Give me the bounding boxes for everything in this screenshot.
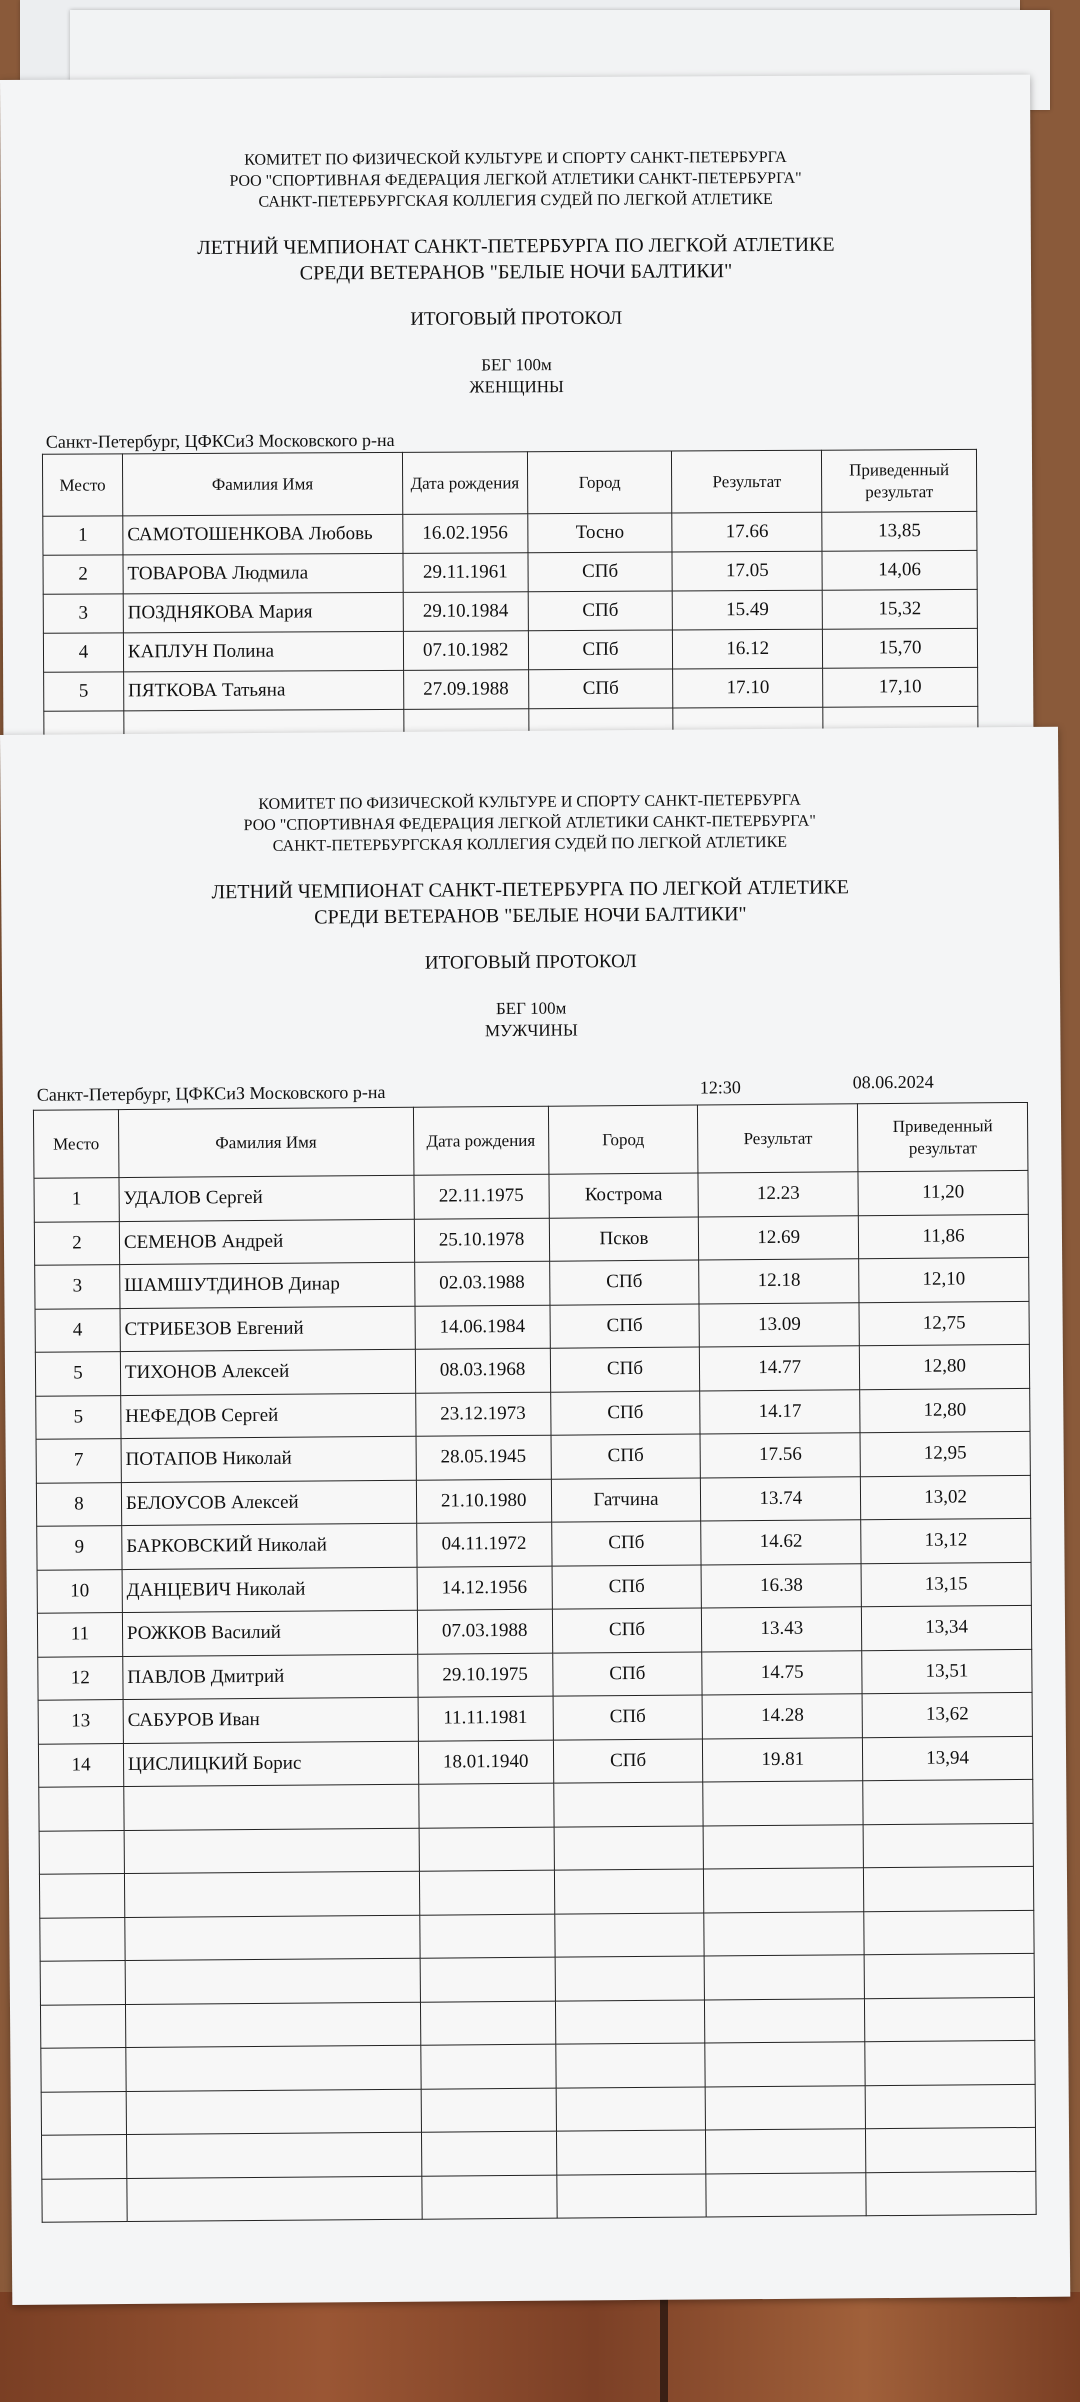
cell-name: ТИХОНОВ Алексей xyxy=(120,1349,415,1395)
empty-cell xyxy=(42,2178,127,2222)
header-row xyxy=(42,449,976,516)
org-line: КОМИТЕТ ПО ФИЗИЧЕСКОЙ КУЛЬТУРЕ И СПОРТУ САНКТ-ПЕТЕРБУРГА xyxy=(258,791,801,813)
cell-result: 16.12 xyxy=(673,629,823,669)
col-result: Результат xyxy=(698,1104,858,1173)
empty-cell xyxy=(41,2091,126,2135)
cell-result: 14.28 xyxy=(702,1694,862,1739)
wooden-table xyxy=(0,2292,1080,2402)
empty-cell xyxy=(124,1828,419,1874)
cell-place: 9 xyxy=(37,1526,122,1570)
cell-result: 12.18 xyxy=(699,1259,859,1304)
cell-city: Гатчина xyxy=(551,1478,701,1523)
cell-place: 1 xyxy=(43,516,123,555)
cell-city: СПб xyxy=(528,630,673,670)
cell-city: СПб xyxy=(552,1652,702,1697)
cell-place: 5 xyxy=(35,1352,120,1396)
cell-result: 19.81 xyxy=(703,1737,863,1782)
table-row xyxy=(38,1736,1032,1787)
cell-dob: 21.10.1980 xyxy=(416,1479,551,1524)
cell-dob: 25.10.1978 xyxy=(414,1218,549,1263)
empty-cell xyxy=(421,2088,556,2133)
cell-city: СПб xyxy=(550,1391,700,1436)
event-name: БЕГ 100м xyxy=(495,998,567,1019)
cell-adjusted: 13,15 xyxy=(861,1562,1031,1607)
table-row xyxy=(35,1344,1029,1395)
org-line: КОМИТЕТ ПО ФИЗИЧЕСКОЙ КУЛЬТУРЕ И СПОРТУ САНКТ-ПЕТЕРБУРГА xyxy=(244,148,787,169)
cell-adjusted: 15,70 xyxy=(823,628,978,668)
empty-cell xyxy=(866,2171,1036,2216)
sheet-header xyxy=(0,147,1031,402)
empty-cell xyxy=(705,2042,865,2087)
cell-result: 13.09 xyxy=(699,1302,859,1347)
org-line: САНКТ-ПЕТЕРБУРГСКАЯ КОЛЛЕГИЯ СУДЕЙ ПО ЛЕГКОЙ АТЛЕТИКЕ xyxy=(272,833,788,855)
cell-dob: 07.10.1982 xyxy=(403,631,528,671)
cell-adjusted: 13,85 xyxy=(822,511,977,551)
empty-row xyxy=(41,2127,1035,2178)
col-dob: Дата рождения xyxy=(402,452,527,515)
empty-cell xyxy=(865,2040,1035,2085)
cell-dob: 08.03.1968 xyxy=(415,1348,550,1393)
empty-row xyxy=(42,2171,1036,2222)
empty-row xyxy=(39,1823,1033,1874)
col-result: Результат xyxy=(672,450,822,513)
cell-city: СПб xyxy=(528,669,673,709)
cell-place: 1 xyxy=(34,1178,119,1222)
cell-result: 12.23 xyxy=(698,1172,858,1217)
empty-cell xyxy=(554,1826,704,1871)
event-date: 08.06.2024 xyxy=(852,1071,934,1093)
cell-place: 5 xyxy=(36,1395,121,1439)
cell-place: 11 xyxy=(37,1613,122,1657)
cell-city: СПб xyxy=(551,1521,701,1566)
cell-city: СПб xyxy=(553,1695,703,1740)
protocol-title: ИТОГОВЫЙ ПРОТОКОЛ xyxy=(424,951,637,975)
empty-cell xyxy=(126,2089,421,2135)
cell-name: БЕЛОУСОВ Алексей xyxy=(121,1480,416,1526)
empty-cell xyxy=(419,1914,554,1959)
table-row xyxy=(43,589,977,633)
cell-dob: 22.11.1975 xyxy=(414,1174,549,1219)
cell-dob: 14.06.1984 xyxy=(415,1305,550,1350)
cell-adjusted: 13,34 xyxy=(862,1605,1032,1650)
cell-name: ШАМШУТДИНОВ Динар xyxy=(120,1262,415,1308)
empty-cell xyxy=(39,1787,124,1831)
empty-row xyxy=(39,1866,1033,1917)
empty-cell xyxy=(554,1869,704,1914)
cell-place: 3 xyxy=(35,1265,120,1309)
cell-place: 4 xyxy=(43,633,123,672)
cell-place: 8 xyxy=(36,1482,121,1526)
empty-cell xyxy=(863,1823,1033,1868)
cell-place: 10 xyxy=(37,1569,122,1613)
cell-result: 14.62 xyxy=(701,1520,861,1565)
women-results-table xyxy=(42,449,979,751)
cell-city: СПб xyxy=(550,1304,700,1349)
table-gap xyxy=(660,2292,668,2402)
empty-cell xyxy=(556,2130,706,2175)
start-time: 12:30 xyxy=(699,1077,741,1098)
col-city: Город xyxy=(527,451,672,514)
sheet-header xyxy=(0,789,1060,1047)
cell-name: САМОТОШЕНКОВА Любовь xyxy=(123,514,403,554)
cell-result: 16.38 xyxy=(701,1563,861,1608)
empty-cell xyxy=(704,1911,864,1956)
cell-adjusted: 11,86 xyxy=(858,1214,1028,1259)
table-row xyxy=(36,1388,1030,1439)
cell-dob: 29.11.1961 xyxy=(403,553,528,593)
cell-adjusted: 15,32 xyxy=(822,589,977,629)
cell-dob: 27.09.1988 xyxy=(403,670,528,710)
empty-cell xyxy=(40,1961,125,2005)
cell-place: 2 xyxy=(34,1221,119,1265)
empty-row xyxy=(41,2084,1035,2135)
empty-cell xyxy=(127,2176,422,2222)
cell-dob: 04.11.1972 xyxy=(416,1522,551,1567)
cell-adjusted: 13,62 xyxy=(862,1692,1032,1737)
empty-cell xyxy=(39,1830,124,1874)
cell-adjusted: 14,06 xyxy=(822,550,977,590)
empty-cell xyxy=(421,2044,556,2089)
cell-city: СПб xyxy=(528,552,673,592)
championship-title: ЛЕТНИЙ ЧЕМПИОНАТ САНКТ-ПЕТЕРБУРГА ПО ЛЕГКОЙ АТЛЕТИКЕ xyxy=(211,876,850,904)
cell-place: 5 xyxy=(44,672,124,711)
cell-result: 14.75 xyxy=(702,1650,862,1695)
cell-adjusted: 12,95 xyxy=(860,1431,1030,1476)
cell-dob: 07.03.1988 xyxy=(417,1609,552,1654)
cell-adjusted: 12,10 xyxy=(859,1257,1029,1302)
table-row xyxy=(35,1301,1029,1352)
cell-adjusted: 13,94 xyxy=(863,1736,1033,1781)
cell-result: 14.77 xyxy=(700,1346,860,1391)
table-row xyxy=(43,550,977,594)
cell-adjusted: 13,02 xyxy=(860,1475,1030,1520)
col-place: Место xyxy=(33,1110,118,1179)
col-name: Фамилия Имя xyxy=(122,452,402,515)
cell-result: 17.66 xyxy=(672,512,822,552)
cell-dob: 16.02.1956 xyxy=(403,514,528,554)
cell-city: СПб xyxy=(552,1608,702,1653)
cell-city: Тосно xyxy=(527,513,672,553)
championship-title: ЛЕТНИЙ ЧЕМПИОНАТ САНКТ-ПЕТЕРБУРГА ПО ЛЕГКОЙ АТЛЕТИКЕ xyxy=(197,234,835,260)
cell-place: 2 xyxy=(43,555,123,594)
cell-dob: 29.10.1984 xyxy=(403,592,528,632)
cell-result: 13.43 xyxy=(702,1607,862,1652)
cell-city: Кострома xyxy=(549,1173,699,1218)
empty-cell xyxy=(126,2045,421,2091)
cell-name: БАРКОВСКИЙ Николай xyxy=(122,1523,417,1569)
cell-result: 14.17 xyxy=(700,1389,860,1434)
empty-cell xyxy=(864,1866,1034,1911)
cell-name: СЕМЕНОВ Андрей xyxy=(119,1219,414,1265)
empty-cell xyxy=(703,1824,863,1869)
championship-subtitle: СРЕДИ ВЕТЕРАНОВ "БЕЛЫЕ НОЧИ БАЛТИКИ" xyxy=(314,903,747,929)
cell-name: ПЯТКОВА Татьяна xyxy=(124,670,404,710)
empty-cell xyxy=(40,2004,125,2048)
org-line: РОО "СПОРТИВНАЯ ФЕДЕРАЦИЯ ЛЕГКОЙ АТЛЕТИКИ САНКТ-ПЕТЕРБУРГА" xyxy=(243,812,816,834)
cell-result: 12.69 xyxy=(699,1215,859,1260)
table-row xyxy=(34,1170,1028,1221)
empty-cell xyxy=(865,1997,1035,2042)
cell-dob: 28.05.1945 xyxy=(416,1435,551,1480)
table-row xyxy=(36,1475,1030,1526)
cell-city: СПб xyxy=(551,1434,701,1479)
cell-result: 17.56 xyxy=(700,1433,860,1478)
protocol-title: ИТОГОВЫЙ ПРОТОКОЛ xyxy=(410,308,623,331)
empty-cell xyxy=(420,1957,555,2002)
empty-cell xyxy=(420,2001,555,2046)
empty-cell xyxy=(704,1868,864,1913)
cell-name: КАПЛУН Полина xyxy=(123,631,403,671)
cell-name: НЕФЕДОВ Сергей xyxy=(121,1393,416,1439)
cell-place: 12 xyxy=(38,1656,123,1700)
col-adjusted: Приведенный результат xyxy=(858,1102,1028,1171)
table-row xyxy=(34,1214,1028,1265)
empty-cell xyxy=(125,1915,420,1961)
empty-cell xyxy=(554,1913,704,1958)
empty-cell xyxy=(125,1958,420,2004)
empty-cell xyxy=(556,2173,706,2218)
table-row xyxy=(37,1605,1031,1656)
women-protocol-sheet xyxy=(0,75,1034,780)
empty-cell xyxy=(705,1955,865,2000)
men-protocol-sheet xyxy=(0,727,1070,2305)
col-place: Место xyxy=(42,454,122,516)
empty-cell xyxy=(419,1870,554,1915)
cell-adjusted: 13,12 xyxy=(861,1518,1031,1563)
table-row xyxy=(44,667,978,711)
org-line: РОО "СПОРТИВНАЯ ФЕДЕРАЦИЯ ЛЕГКОЙ АТЛЕТИКИ САНКТ-ПЕТЕРБУРГА" xyxy=(229,169,802,190)
cell-dob: 23.12.1973 xyxy=(415,1392,550,1437)
cell-result: 17.10 xyxy=(673,668,823,708)
empty-cell xyxy=(864,1953,1034,1998)
empty-cell xyxy=(39,1874,124,1918)
category-men: МУЖЧИНЫ xyxy=(484,1020,578,1041)
empty-cell xyxy=(419,1827,554,1872)
empty-cell xyxy=(555,2043,705,2088)
cell-adjusted: 12,80 xyxy=(859,1344,1029,1389)
empty-cell xyxy=(40,1917,125,1961)
empty-cell xyxy=(126,2132,421,2178)
cell-city: Псков xyxy=(549,1217,699,1262)
cell-place: 13 xyxy=(38,1700,123,1744)
empty-cell xyxy=(865,2084,1035,2129)
cell-name: УДАЛОВ Сергей xyxy=(119,1175,414,1221)
empty-cell xyxy=(41,2048,126,2092)
cell-name: ТОВАРОВА Людмила xyxy=(123,553,403,593)
table-row xyxy=(43,628,977,672)
empty-row xyxy=(40,1997,1034,2048)
event-name: БЕГ 100м xyxy=(481,355,552,375)
cell-place: 7 xyxy=(36,1439,121,1483)
empty-cell xyxy=(421,2131,556,2176)
col-adjusted: Приведенный результат xyxy=(822,449,977,512)
cell-result: 15.49 xyxy=(673,590,823,630)
empty-cell xyxy=(124,1871,419,1917)
empty-cell xyxy=(706,2172,866,2217)
cell-city: СПб xyxy=(552,1565,702,1610)
table-row xyxy=(43,511,977,555)
col-name: Фамилия Имя xyxy=(118,1107,413,1177)
table-row xyxy=(38,1649,1032,1700)
empty-cell xyxy=(866,2127,1036,2172)
empty-cell xyxy=(706,2085,866,2130)
col-dob: Дата рождения xyxy=(413,1106,548,1175)
empty-row xyxy=(39,1779,1033,1830)
empty-cell xyxy=(124,1784,419,1830)
cell-name: ПОЗДНЯКОВА Мария xyxy=(123,592,403,632)
header-row xyxy=(33,1102,1028,1178)
empty-row xyxy=(40,1953,1034,2004)
empty-cell xyxy=(863,1779,1033,1824)
empty-cell xyxy=(706,2129,866,2174)
table-row xyxy=(35,1257,1029,1308)
cell-adjusted: 17,10 xyxy=(823,667,978,707)
empty-cell xyxy=(705,1998,865,2043)
empty-cell xyxy=(422,2175,557,2220)
cell-result: 17.05 xyxy=(672,551,822,591)
cell-name: РОЖКОВ Василий xyxy=(122,1610,417,1656)
empty-cell xyxy=(418,1783,553,1828)
empty-row xyxy=(41,2040,1035,2091)
org-line: САНКТ-ПЕТЕРБУРГСКАЯ КОЛЛЕГИЯ СУДЕЙ ПО ЛЕГКОЙ АТЛЕТИКЕ xyxy=(258,190,773,211)
cell-adjusted: 13,51 xyxy=(862,1649,1032,1694)
cell-place: 14 xyxy=(38,1743,123,1787)
cell-place: 3 xyxy=(43,594,123,633)
cell-name: ПОТАПОВ Николай xyxy=(121,1436,416,1482)
col-city: Город xyxy=(548,1105,698,1174)
venue: Санкт-Петербург, ЦФКСиЗ Московского р-на xyxy=(36,1081,386,1105)
empty-cell xyxy=(864,1910,1034,1955)
table-row xyxy=(37,1518,1031,1569)
cell-place: 4 xyxy=(35,1308,120,1352)
cell-dob: 02.03.1988 xyxy=(414,1261,549,1306)
table-row xyxy=(38,1692,1032,1743)
empty-cell xyxy=(556,2087,706,2132)
cell-adjusted: 12,75 xyxy=(859,1301,1029,1346)
empty-cell xyxy=(555,1956,705,2001)
empty-cell xyxy=(555,2000,705,2045)
table-row xyxy=(37,1562,1031,1613)
empty-cell xyxy=(41,2135,126,2179)
cell-result: 13.74 xyxy=(701,1476,861,1521)
cell-dob: 29.10.1975 xyxy=(417,1653,552,1698)
cell-dob: 14.12.1956 xyxy=(417,1566,552,1611)
cell-name: СТРИБЕЗОВ Евгений xyxy=(120,1306,415,1352)
empty-cell xyxy=(703,1781,863,1826)
cell-name: ПАВЛОВ Дмитрий xyxy=(123,1654,418,1700)
cell-name: ЦИСЛИЦКИЙ Борис xyxy=(123,1741,418,1787)
men-results-table xyxy=(33,1102,1037,2223)
cell-dob: 18.01.1940 xyxy=(418,1740,553,1785)
category-women: ЖЕНЩИНЫ xyxy=(469,377,564,397)
table-row xyxy=(36,1431,1030,1482)
cell-name: ДАНЦЕВИЧ Николай xyxy=(122,1567,417,1613)
cell-adjusted: 12,80 xyxy=(860,1388,1030,1433)
cell-dob: 11.11.1981 xyxy=(418,1696,553,1741)
cell-adjusted: 11,20 xyxy=(858,1170,1028,1215)
championship-subtitle: СРЕДИ ВЕТЕРАНОВ "БЕЛЫЕ НОЧИ БАЛТИКИ" xyxy=(299,260,733,285)
cell-city: СПб xyxy=(528,591,673,631)
empty-cell xyxy=(125,2002,420,2048)
cell-city: СПб xyxy=(550,1347,700,1392)
cell-city: СПб xyxy=(549,1260,699,1305)
empty-cell xyxy=(553,1782,703,1827)
empty-row xyxy=(40,1910,1034,1961)
cell-city: СПб xyxy=(553,1739,703,1784)
cell-name: САБУРОВ Иван xyxy=(123,1697,418,1743)
venue: Санкт-Петербург, ЦФКСиЗ Московского р-на xyxy=(45,429,395,452)
